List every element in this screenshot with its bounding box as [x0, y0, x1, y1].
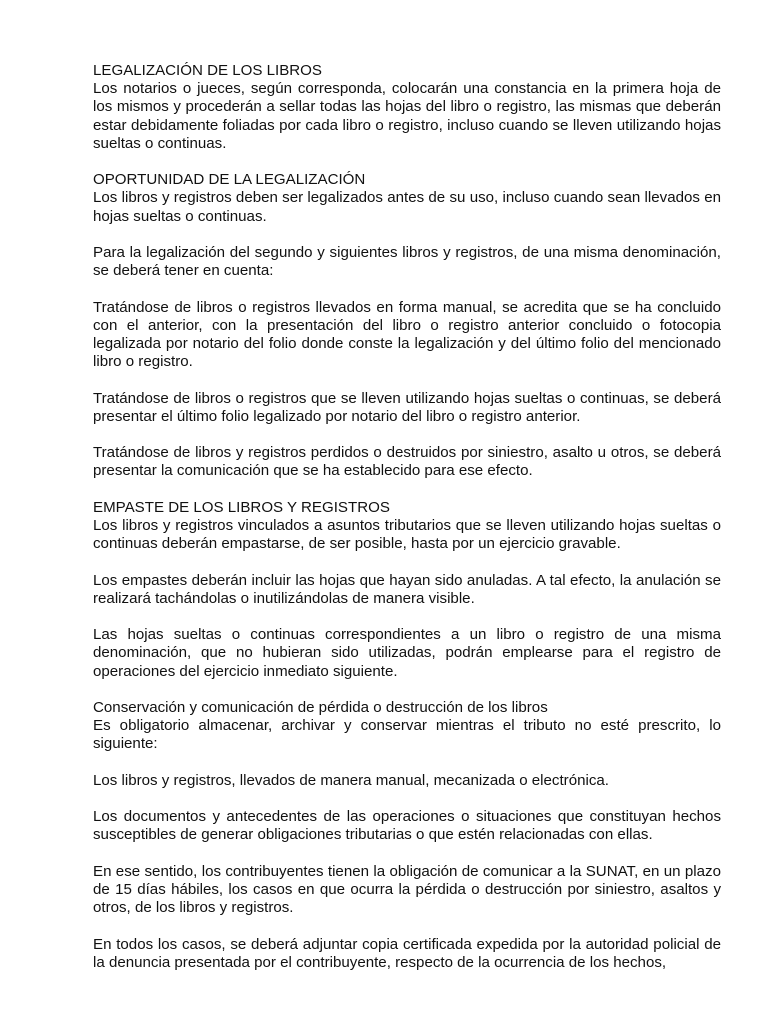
section-heading-oportunidad: OPORTUNIDAD DE LA LEGALIZACIÓN [93, 171, 366, 189]
paragraph: Los libros y registros vinculados a asuntos tributarios que se lleven utilizando hojas sueltas o continuas deberán empastarse, de ser posible, hasta por un ejercicio gravable. [93, 516, 721, 553]
paragraph: Los libros y registros deben ser legalizados antes de su uso, incluso cuando sean llevados en hojas sueltas o continuas. [93, 189, 721, 225]
paragraph: Los empastes deberán incluir las hojas que hayan sido anuladas. A tal efecto, la anulación se realizará tachándolas o inutilizándolas de manera visible. [93, 571, 721, 607]
paragraph: En ese sentido, los contribuyentes tienen la obligación de comunicar a la SUNAT, en un plazo de 15 días hábiles, los casos en que ocurra la pérdida o destrucción por siniestro, asaltos y otros, de los libros y registros. [93, 862, 721, 917]
paragraph: Tratándose de libros y registros perdidos o destruidos por siniestro, asalto u otros, se deberá presentar la comunicación que se ha establecido para ese efecto. [93, 444, 721, 480]
paragraph: Los documentos y antecedentes de las operaciones o situaciones que constituyan hechos susceptibles de generar obligaciones tributarias o que estén relacionadas con ellas. [93, 808, 721, 844]
paragraph: En todos los casos, se deberá adjuntar copia certificada expedida por la autoridad policial de la denuncia presentada por el contribuyente, respecto de la ocurrencia de los hechos, [93, 935, 721, 971]
paragraph: Para la legalización del segundo y siguientes libros y registros, de una misma denominación, se deberá tener en cuenta: [93, 244, 721, 280]
paragraph: Tratándose de libros o registros que se lleven utilizando hojas sueltas o continuas, se deberá presentar el último folio legalizado por notario del libro o registro anterior. [93, 389, 721, 425]
section-heading-empaste: EMPASTE DE LOS LIBROS Y REGISTROS [93, 498, 390, 516]
paragraph: Los notarios o jueces, según corresponda, colocarán una constancia en la primera hoja de los mismos y procederán a sellar todas las hojas del libro o registro, las mismas que deberán estar debidamente foliadas por cada libro o registro, incluso cuando se lleven utilizando hojas sueltas o continuas. [93, 80, 721, 152]
section-heading-legalizacion: LEGALIZACIÓN DE LOS LIBROS [93, 62, 322, 79]
paragraph: Es obligatorio almacenar, archivar y conservar mientras el tributo no esté prescrito, lo siguiente: [93, 717, 721, 753]
section-heading-conservacion: Conservación y comunicación de pérdida o destrucción de los libros [93, 698, 548, 716]
document-page [93, 62, 721, 990]
paragraph: Las hojas sueltas o continuas correspondientes a un libro o registro de una misma denominación, que no hubieran sido utilizadas, podrán emplearse para el registro de operaciones del ejercicio inmediato siguiente. [93, 626, 721, 680]
paragraph: Tratándose de libros o registros llevados en forma manual, se acredita que se ha concluido con el anterior, con la presentación del libro o registro anterior concluido o fotocopia legalizada por notario del folio donde conste la legalización y del último folio del mencionado libro o registro. [93, 298, 721, 371]
paragraph: Los libros y registros, llevados de manera manual, mecanizada o electrónica. [93, 771, 609, 789]
